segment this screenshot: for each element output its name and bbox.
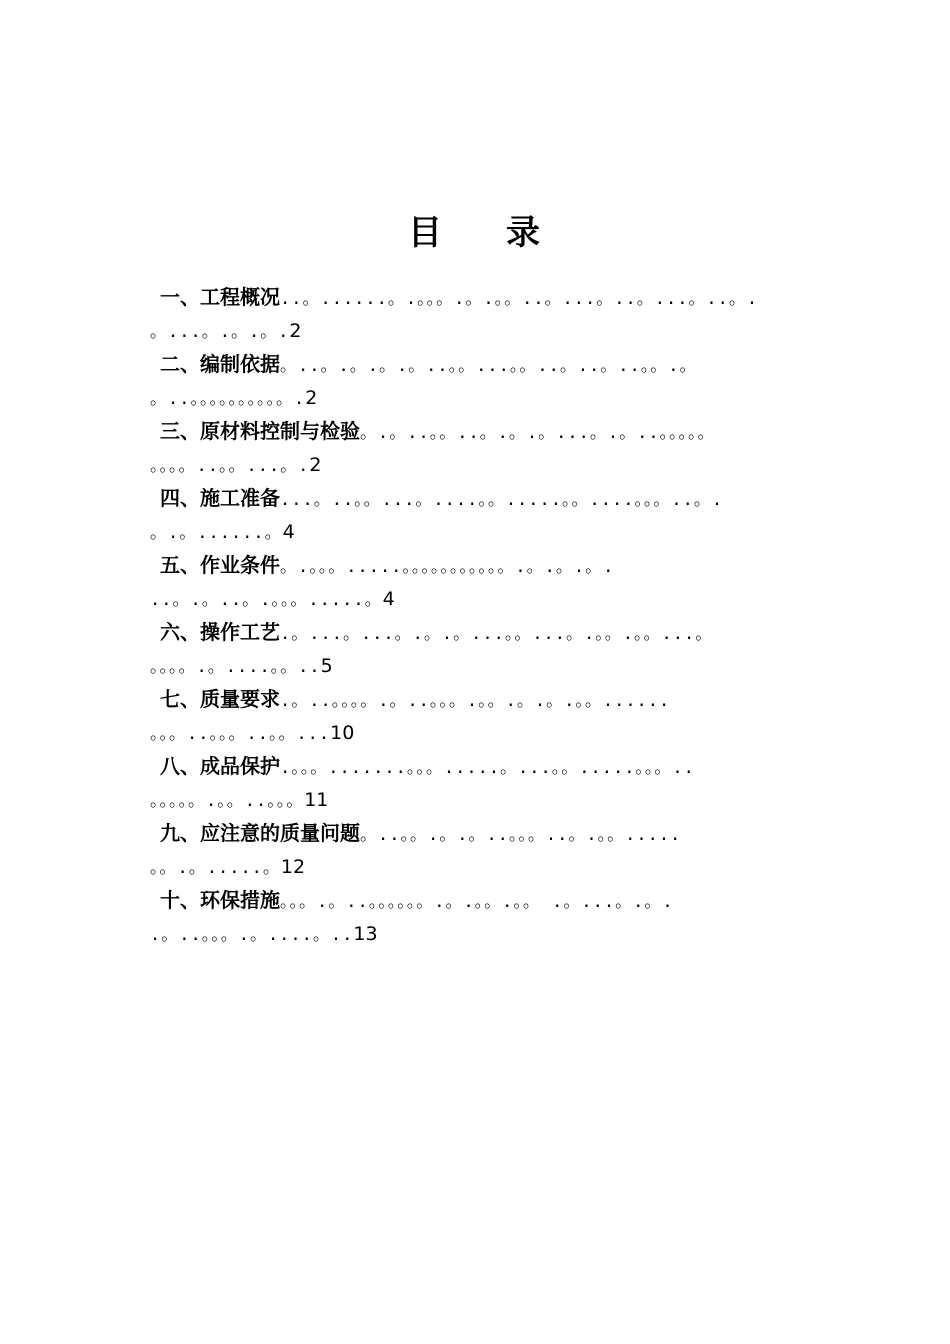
toc-entry[interactable] xyxy=(150,548,850,615)
toc-leader: 。.。..。。..。.。.。...。.。..。。。。。 xyxy=(360,423,716,443)
toc-page-number: 5 xyxy=(320,655,333,677)
toc-leader: 。.。。。.....。。。。。。。。。。。.。.。.。. xyxy=(280,557,615,577)
toc-page-number: 11 xyxy=(304,789,329,811)
toc-leader: 。。。。.。....。。.. xyxy=(150,657,321,677)
toc-entry[interactable] xyxy=(150,280,850,347)
toc-leader: 。。.。.....。 xyxy=(150,858,281,878)
toc-entry[interactable] xyxy=(150,816,850,883)
toc-entry[interactable] xyxy=(150,682,850,749)
toc-leader: .。...。...。.。.。...。。...。.。。.。。...。 xyxy=(280,624,714,644)
toc-page-number: 10 xyxy=(330,722,355,744)
toc-heading-part1: 目 xyxy=(408,213,444,253)
toc-entry[interactable] xyxy=(150,414,850,481)
toc-leader: 。..。。.。.。..。。。..。.。。..... xyxy=(360,825,682,845)
toc-entry-title: 七、质量要求 xyxy=(160,687,280,711)
toc-entry[interactable] xyxy=(150,749,850,816)
toc-entry-title: 三、原材料控制与检验 xyxy=(160,419,360,443)
toc-entry[interactable] xyxy=(150,347,850,414)
toc-entry[interactable] xyxy=(150,481,850,548)
toc-entry-title: 十、环保措施 xyxy=(160,888,280,912)
toc-page-number: 12 xyxy=(280,856,306,878)
toc-leader: 。。。..。。。..。。... xyxy=(150,724,331,744)
toc-leader: 。。。。..。。...。. xyxy=(150,456,310,476)
toc-page-number: 2 xyxy=(289,320,302,342)
toc-entry-title: 一、工程概况 xyxy=(160,285,280,309)
toc-entry-title: 八、成品保护 xyxy=(160,754,280,778)
toc-leader: ..。.。..。.。。。.....。 xyxy=(150,590,383,610)
toc-page-number: 4 xyxy=(382,588,395,610)
toc-entry-title: 四、施工准备 xyxy=(160,486,280,510)
toc-entry-title: 二、编制依据 xyxy=(160,352,280,376)
toc-leader: 。.。......。 xyxy=(150,523,283,543)
toc-leader: .。..。。。.。....。.. xyxy=(150,925,354,945)
toc-leader: ...。..。。...。....。。.....。。....。。。..。. xyxy=(280,490,724,510)
toc-leader: 。。。.。..。。。。。。.。.。。.。。 .。...。.。. xyxy=(280,892,674,912)
toc-heading xyxy=(0,205,950,254)
toc-entry-title: 五、作业条件 xyxy=(160,553,280,577)
toc-leader: 。..。。。。。。。。。。. xyxy=(150,389,306,409)
toc-list xyxy=(150,280,850,950)
toc-entry-title: 九、应注意的质量问题 xyxy=(160,821,360,845)
toc-entry[interactable] xyxy=(150,615,850,682)
toc-leader: .。。。.......。。。.....。...。。.....。。。.. xyxy=(280,758,695,778)
toc-page-number: 4 xyxy=(282,521,295,543)
toc-leader: ..。......。.。。。.。.。。..。...。..。...。..。. xyxy=(280,289,759,309)
toc-leader: 。..。.。.。.。..。。...。。..。..。..。。.。 xyxy=(280,356,698,376)
toc-entry[interactable] xyxy=(150,883,850,950)
toc-page-number: 2 xyxy=(305,387,318,409)
toc-page-number: 13 xyxy=(353,923,378,945)
toc-page-number: 2 xyxy=(309,454,322,476)
toc-leader: 。...。.。.。. xyxy=(150,322,290,342)
toc-leader: 。。。。。.。。..。。。 xyxy=(150,791,305,811)
toc-leader: .。..。。。。.。..。。。.。。.。.。.。。...... xyxy=(280,691,671,711)
toc-heading-part2: 录 xyxy=(506,213,542,253)
toc-entry-title: 六、操作工艺 xyxy=(160,620,280,644)
